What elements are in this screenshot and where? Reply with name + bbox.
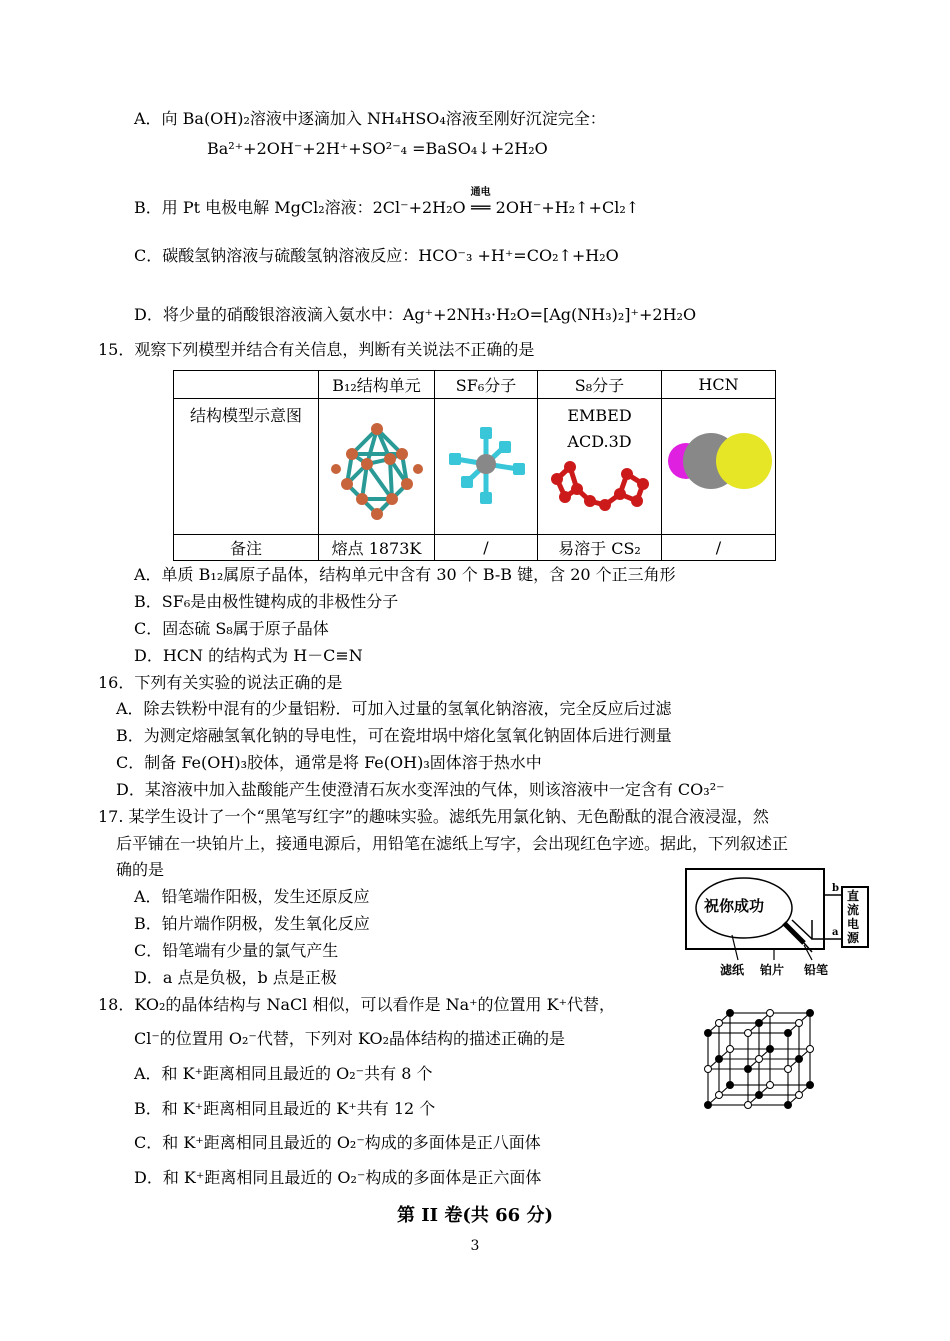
power-source-label: 直流电源: [847, 889, 860, 945]
page-number: 3: [470, 1238, 480, 1254]
q18-option-d: D．和 K⁺距离相同且最近的 O₂⁻构成的多面体是正六面体: [134, 1168, 542, 1187]
q17-stem-line3: 确的是: [116, 860, 165, 879]
table-note-s8: 易溶于 CS₂: [538, 534, 662, 560]
hcn-molecule-image: [664, 399, 774, 524]
table-header-s8: S₈分子: [538, 371, 662, 399]
q17-option-d: D．a 点是负极，b 点是正极: [134, 968, 337, 987]
written-text: 祝你成功: [704, 897, 765, 915]
table-header-sf6: SF₆分子: [435, 371, 538, 399]
q16-stem: 16．下列有关实验的说法正确的是: [98, 673, 343, 692]
q14-option-b: [134, 187, 640, 218]
q17-stem-line2: 后平铺在一块铂片上，接通电源后，用铅笔在滤纸上写字，会出现红色字迹。据此，下列叙述正: [116, 834, 789, 853]
embed-placeholder: EMBED ACD.3D: [567, 406, 632, 452]
q18-option-a: A．和 K⁺距离相同且最近的 O₂⁻共有 8 个: [134, 1064, 433, 1083]
sf6-molecule-image: [436, 399, 536, 524]
q16-option-a: A．除去铁粉中混有的少量铝粉．可加入过量的氢氧化钠溶液，完全反应后过滤: [116, 699, 672, 718]
platinum-plate-label: 铂片: [760, 963, 785, 977]
pencil-label: 铅笔: [804, 963, 829, 977]
q16-option-c: C．制备 Fe(OH)₃胶体，通常是将 Fe(OH)₃固体溶于热水中: [116, 753, 542, 772]
table-header-empty: [174, 371, 319, 399]
q18-option-b: B．和 K⁺距离相同且最近的 K⁺共有 12 个: [134, 1099, 436, 1118]
q15-option-c: C．固态硫 S₈属于原子晶体: [134, 619, 329, 638]
q16-option-b: B．为测定熔融氢氧化钠的导电性，可在瓷坩埚中熔化氢氧化钠固体后进行测量: [116, 726, 672, 745]
q17-option-b: B．铂片端作阴极，发生氧化反应: [134, 914, 370, 933]
q14-option-b-text: B．用 Pt 电极电解 MgCl₂溶液：2Cl⁻+2H₂O: [134, 198, 466, 217]
filter-paper-label: 滤纸: [720, 963, 745, 977]
table-note-label: 备注: [174, 534, 319, 560]
point-b-label: b: [832, 883, 839, 894]
table-note-b12: 熔点 1873K: [319, 534, 435, 560]
section-title: 第 II 卷(共 66 分): [397, 1205, 553, 1226]
b12-icosahedron-image: [322, 399, 432, 524]
q17-option-c: C．铅笔端有少量的氯气产生: [134, 941, 339, 960]
q14-option-d: D．将少量的硝酸银溶液滴入氨水中：Ag⁺+2NH₃·H₂O=[Ag(NH₃)₂]⁺+2H₂O: [134, 305, 697, 324]
q17-stem-line1: 17. 某学生设计了一个“黑笔写红字”的趣味实验。滤纸先用氯化钠、无色酚酞的混合液浸湿，然: [98, 807, 769, 826]
q15-table: [173, 370, 776, 561]
q14-option-b-products: 2OH⁻+H₂↑+Cl₂↑: [495, 198, 640, 217]
q18-option-c: C．和 K⁺距离相同且最近的 O₂⁻构成的多面体是正八面体: [134, 1133, 541, 1152]
q15-option-b: B．SF₆是由极性键构成的非极性分子: [134, 592, 399, 611]
table-note-sf6: /: [435, 534, 538, 560]
q15-option-d: D．HCN 的结构式为 H－C≡N: [134, 646, 363, 665]
q15-stem: 15．观察下列模型并结合有关信息，判断有关说法不正确的是: [98, 340, 535, 359]
electrolysis-arrow: 通电 ══: [466, 198, 496, 218]
table-row-label: 结构模型示意图: [174, 399, 319, 535]
q18-stem-line2: Cl⁻的位置用 O₂⁻代替，下列对 KO₂晶体结构的描述正确的是: [134, 1029, 566, 1048]
table-note-hcn: /: [662, 534, 776, 560]
q17-option-a: A．铅笔端作阳极，发生还原反应: [134, 887, 370, 906]
sf6-model-cell: [435, 399, 538, 535]
s8-ring-image: [545, 449, 655, 519]
q14-option-a-equation: Ba²⁺+2OH⁻+2H⁺+SO²⁻₄ =BaSO₄↓+2H₂O: [207, 139, 548, 158]
table-header-hcn: HCN: [662, 371, 776, 399]
b12-model-cell: [319, 399, 435, 535]
point-a-label: a: [832, 927, 839, 938]
q14-option-a: A．向 Ba(OH)₂溶液中逐滴加入 NH₄HSO₄溶液至刚好沉淀完全：: [134, 109, 606, 128]
q15-option-a: A．单质 B₁₂属原子晶体，结构单元中含有 30 个 B-B 键，含 20 个正三角形: [134, 565, 676, 584]
s8-model-cell: [538, 399, 662, 535]
q18-stem-line1: 18．KO₂的晶体结构与 NaCl 相似，可以看作是 Na⁺的位置用 K⁺代替，: [98, 995, 616, 1014]
q16-option-d: D．某溶液中加入盐酸能产生使澄清石灰水变浑浊的气体，则该溶液中一定含有 CO₃²⁻: [116, 780, 725, 799]
hcn-model-cell: [662, 399, 776, 535]
electrolysis-figure: [684, 865, 874, 980]
electrolysis-condition: 通电: [470, 187, 491, 198]
q14-option-c: C．碳酸氢钠溶液与硫酸氢钠溶液反应：HCO⁻₃ +H⁺=CO₂↑+H₂O: [134, 246, 619, 265]
kO2-crystal-lattice-image: [700, 1005, 818, 1113]
table-header-b12: B₁₂结构单元: [319, 371, 435, 399]
